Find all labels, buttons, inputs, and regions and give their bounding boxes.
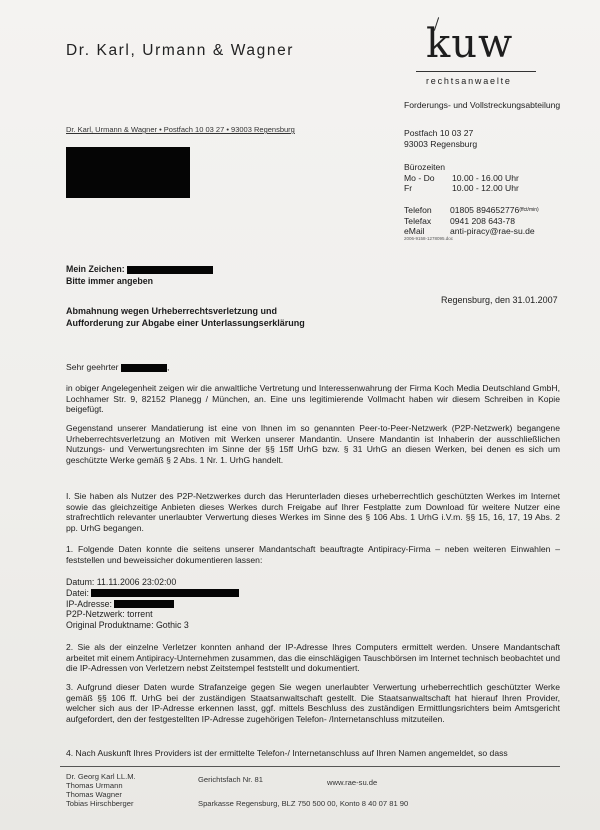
office-hours-time: 10.00 - 12.00 Uhr bbox=[452, 183, 519, 193]
evidence-details bbox=[66, 577, 239, 631]
sidebar-postal-address bbox=[404, 128, 477, 149]
paragraph-evidence-intro: 1. Folgende Daten konnte die seitens unserer Mandantschaft beauftragte Antipiracy-Firma – neben weiteren Einwahlen – feststellen und beweissicher dokumentieren lassen: bbox=[66, 544, 560, 565]
phone-number: 01805 894652776 bbox=[450, 205, 520, 215]
contact-details bbox=[404, 205, 539, 237]
partner-name: Tobias Hirschberger bbox=[66, 799, 134, 808]
office-hours-time: 10.00 - 16.00 Uhr bbox=[452, 172, 519, 183]
contact-label: eMail bbox=[404, 226, 425, 236]
redacted-file bbox=[91, 589, 239, 597]
fax-number: 0941 208 643-78 bbox=[450, 215, 515, 226]
redacted-reference bbox=[127, 266, 213, 274]
logo-text: kuw bbox=[426, 21, 514, 67]
subject-line: Aufforderung zur Abgabe einer Unterlassungserklärung bbox=[66, 317, 305, 328]
evidence-network: P2P-Netzwerk: torrent bbox=[66, 609, 153, 620]
partner-name: Dr. Georg Karl LL.M. bbox=[66, 772, 136, 781]
evidence-date: Datum: 11.11.2006 23:02:00 bbox=[66, 577, 177, 587]
evidence-file-label: Datei: bbox=[66, 587, 89, 598]
office-hours bbox=[404, 162, 519, 194]
office-hours-day: Mo - Do bbox=[404, 172, 435, 183]
sidebar-postfach: Postfach 10 03 27 bbox=[404, 128, 474, 138]
sender-address-line: Dr. Karl, Urmann & Wagner • Postfach 10 03 27 • 93003 Regensburg bbox=[66, 125, 295, 134]
redacted-name bbox=[121, 362, 170, 372]
evidence-ip-label: IP-Adresse: bbox=[66, 598, 112, 609]
subject-line: Abmahnung wegen Urheberrechtsverletzung und bbox=[66, 306, 278, 316]
contact-row-email bbox=[404, 226, 539, 237]
contact-label: Telefon bbox=[404, 205, 432, 215]
footer-bank-details: Sparkasse Regensburg, BLZ 750 500 00, Konto 8 40 07 81 90 bbox=[198, 799, 409, 808]
office-hours-title: Bürozeiten bbox=[404, 162, 446, 172]
footer-divider bbox=[60, 766, 560, 767]
paragraph-mandate: Gegenstand unserer Mandatierung ist eine von Ihnen im so genannten Peer-to-Peer-Netzwerk (P2P-Netzwerk) begangene Urheberrechtsverletzung an Motiven mit Werken unserer Mandantin. Unsere Mandantin ist Inhaberin der ausschließlichen Nutzungs- und Verwertungsrechten im Sinne der §§ 15ff UrhG bzw. § 31 UrhG an diesen Werken, bei denen es sich um geschützte Werke gemäß § 2 Abs. 1 Nr. 1. UrhG handelt. bbox=[66, 423, 560, 465]
partner-name: Thomas Urmann bbox=[66, 781, 123, 790]
reference-block bbox=[66, 264, 213, 287]
firm-name: Dr. Karl, Urmann & Wagner bbox=[66, 42, 295, 59]
salutation-text: Sehr geehrter bbox=[66, 362, 119, 372]
footer-partners bbox=[66, 772, 136, 808]
footer-court-box: Gerichtsfach Nr. 81 bbox=[198, 775, 263, 784]
office-hours-day: Fr bbox=[404, 183, 413, 193]
document-id: 2006-9158-1278095.doc bbox=[404, 236, 454, 241]
logo-subtitle: rechtsanwaelte bbox=[426, 76, 512, 86]
redacted-recipient-address bbox=[66, 147, 190, 198]
footer-website: www.rae-su.de bbox=[327, 778, 378, 787]
contact-row-phone bbox=[404, 205, 539, 216]
salutation-comma: , bbox=[166, 362, 170, 372]
office-hours-row bbox=[404, 183, 519, 194]
reference-label: Mein Zeichen: bbox=[66, 264, 125, 274]
paragraph-provider-info: 4. Nach Auskunft Ihres Providers ist der ermittelte Telefon-/ Internetanschluss auf Ihren Namen angemeldet, so dass bbox=[66, 748, 508, 758]
office-hours-row bbox=[404, 173, 519, 184]
letter-date: Regensburg, den 31.01.2007 bbox=[441, 295, 558, 305]
letter-subject bbox=[66, 306, 305, 329]
paragraph-representation: in obiger Angelegenheit zeigen wir die anwaltliche Vertretung und Interessenwahrung der Firma Koch Media Deutschland GmbH, Lochhamer Str. 9, 82152 Planegg / München, an. Eine uns legitimierende Vollmacht haben wir diesem Schreiben in Kopie beigefügt. bbox=[66, 383, 560, 415]
logo-rule bbox=[416, 71, 536, 72]
partner-name: Thomas Wagner bbox=[66, 790, 122, 799]
redacted-ip bbox=[114, 600, 174, 608]
salutation bbox=[66, 362, 560, 373]
paragraph-ip-identification: 2. Sie als der einzelne Verletzer konnten anhand der IP-Adresse Ihres Computers ermittelt werden. Unsere Mandantschaft arbeitet mit einem Antipiracy-Unternehmen zusammen, das die einschlägigen Tauschbörsen im Internet technisch beobachtet und die IP-Adressen von Verletzern nebst Zeitstempel feststellt und dokumentiert. bbox=[66, 642, 560, 674]
department-name: Forderungs- und Vollstreckungsabteilung bbox=[404, 100, 561, 110]
evidence-product: Original Produktname: Gothic 3 bbox=[66, 620, 189, 631]
email-address: anti-piracy@rae-su.de bbox=[450, 226, 535, 236]
reference-note: Bitte immer angeben bbox=[66, 275, 154, 286]
firm-logo bbox=[412, 14, 538, 94]
paragraph-infringement: I. Sie haben als Nutzer des P2P-Netzwerkes durch das Herunterladen dieses urheberrechtlich geschützten Werkes im Internet sowie das gleichzeitige Anbieten dieses Werkes durch Freigabe auf Ihrer Festplatte zum Download für weitere Nutzer eine strafrechtlich relevanter unerlaubter Verwertung dieses Werkes im Sinne des § 106 Abs. 1 UrhG i.V.m. §§ 15, 16, 17, 19 Abs. 2 pp. UrhG begangen. bbox=[66, 491, 560, 533]
sidebar-city: 93003 Regensburg bbox=[404, 138, 478, 149]
paragraph-criminal-complaint: 3. Aufgrund dieser Daten wurde Strafanzeige gegen Sie wegen unerlaubter Verwertung urheberrechtlich geschützter Werke gemäß §§ 106 ff. UrhG bei der zuständigen Staatsanwaltschaft gestellt. Die Staatsanwaltschaft hat hierauf Ihren Provider, welcher sich aus der IP-Adresse erkennen lasst, ggf. mittels Beschluss des zuständigen Ermittlungsrichters beim Amtsgericht aufgefordert, den der festgestellten IP-Adresse zugehörigen Telefon- /Internetanschluss mitzuteilen. bbox=[66, 682, 560, 724]
contact-label: Telefax bbox=[404, 215, 432, 226]
phone-rate-note: (ffct/min) bbox=[519, 207, 539, 213]
contact-row-fax bbox=[404, 216, 539, 227]
